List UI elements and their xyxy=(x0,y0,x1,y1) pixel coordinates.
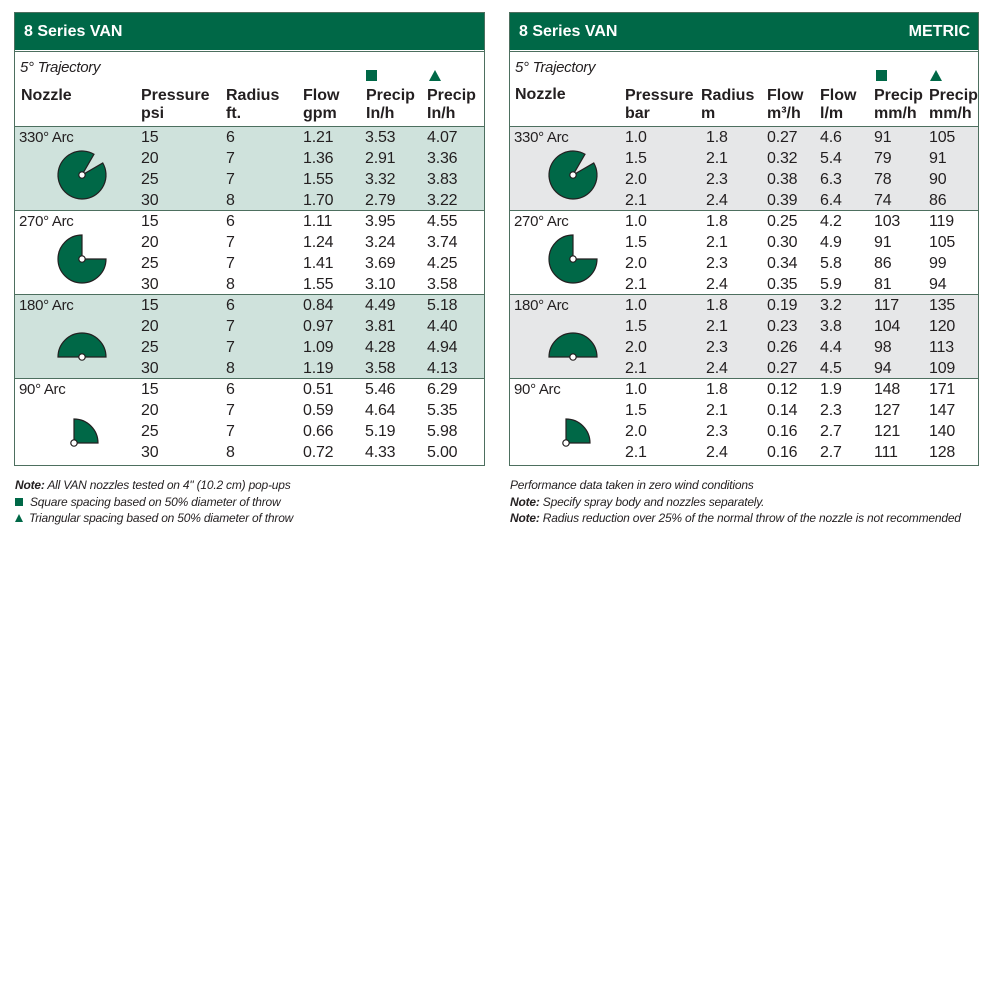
table-cell: 25 xyxy=(141,423,159,440)
table-cell: 15 xyxy=(141,129,159,146)
table-cell: 1.5 xyxy=(625,318,647,335)
table-cell: 2.1 xyxy=(706,402,728,419)
table-cell: 2.91 xyxy=(365,150,396,167)
square-spacing-icon xyxy=(876,70,887,81)
table-cell: 1.0 xyxy=(625,129,647,146)
table-cell: 0.19 xyxy=(767,297,798,314)
table-cell: 147 xyxy=(929,402,956,419)
header-precip-triangle: Precip In/h xyxy=(427,87,476,122)
table-cell: 5.4 xyxy=(820,150,842,167)
trajectory-label: 5° Trajectory xyxy=(515,59,596,76)
table-cell: 1.19 xyxy=(303,360,334,377)
table-cell: 15 xyxy=(141,297,159,314)
table-cell: 25 xyxy=(141,171,159,188)
table-cell: 0.25 xyxy=(767,213,798,230)
table-cell: 117 xyxy=(874,297,899,314)
table-cell: 5.00 xyxy=(427,444,458,461)
table-cell: 4.40 xyxy=(427,318,458,335)
arc-330-icon xyxy=(54,147,110,203)
table-cell: 111 xyxy=(874,444,898,461)
table-cell: 3.69 xyxy=(365,255,396,272)
arc-label: 180° Arc xyxy=(19,297,74,314)
table-cell: 2.1 xyxy=(706,150,728,167)
table-cell: 4.25 xyxy=(427,255,458,272)
table-cell: 8 xyxy=(226,360,235,377)
table-cell: 1.0 xyxy=(625,381,647,398)
test-note: Note: All VAN nozzles tested on 4" (10.2 cm) pop-ups xyxy=(15,478,291,492)
table-cell: 79 xyxy=(874,150,892,167)
table-cell: 171 xyxy=(929,381,956,398)
arc-label: 330° Arc xyxy=(19,129,74,146)
metric-table-body xyxy=(510,127,978,463)
table-cell: 0.27 xyxy=(767,360,798,377)
table-cell: 103 xyxy=(874,213,901,230)
arc-icon-wrapper xyxy=(538,415,594,476)
table-cell: 1.0 xyxy=(625,213,647,230)
table-cell: 127 xyxy=(874,402,901,419)
arc-180-icon xyxy=(54,329,110,385)
table-cell: 6.3 xyxy=(820,171,842,188)
table-header xyxy=(510,51,978,127)
triangle-spacing-icon xyxy=(930,70,942,81)
table-cell: 5.35 xyxy=(427,402,458,419)
table-cell: 1.41 xyxy=(303,255,334,272)
table-cell: 1.8 xyxy=(706,129,728,146)
table-cell: 104 xyxy=(874,318,901,335)
arc-group xyxy=(510,379,978,463)
table-cell: 2.4 xyxy=(706,192,728,209)
table-cell: 3.8 xyxy=(820,318,842,335)
table-cell: 6.4 xyxy=(820,192,842,209)
table-row xyxy=(510,211,978,232)
table-cell: 2.4 xyxy=(706,360,728,377)
arc-icon-wrapper xyxy=(54,147,110,208)
triangle-legend: Triangular spacing based on 50% diameter of throw xyxy=(15,510,293,527)
header-precip-triangle: Precip mm/h xyxy=(929,87,978,122)
table-cell: 113 xyxy=(929,339,954,356)
table-cell: 2.4 xyxy=(706,444,728,461)
table-cell: 3.83 xyxy=(427,171,458,188)
table-cell: 1.0 xyxy=(625,297,647,314)
imperial-table-body xyxy=(15,127,484,463)
arc-icon-wrapper xyxy=(46,415,102,476)
table-cell: 3.58 xyxy=(427,276,458,293)
table-header xyxy=(15,51,484,127)
table-cell: 135 xyxy=(929,297,956,314)
arc-label: 180° Arc xyxy=(514,297,569,314)
table-cell: 2.1 xyxy=(625,360,647,377)
header-radius: Radius ft. xyxy=(226,87,280,122)
table-cell: 98 xyxy=(874,339,892,356)
table-cell: 3.74 xyxy=(427,234,458,251)
arc-icon-wrapper xyxy=(545,147,601,208)
header-nozzle: Nozzle xyxy=(21,87,72,104)
arc-group xyxy=(510,127,978,211)
table-cell: 4.55 xyxy=(427,213,458,230)
arc-group xyxy=(15,295,484,379)
arc-label: 330° Arc xyxy=(514,129,569,146)
table-cell: 94 xyxy=(929,276,947,293)
table-cell: 78 xyxy=(874,171,892,188)
table-cell: 0.12 xyxy=(767,381,798,398)
table-cell: 4.13 xyxy=(427,360,458,377)
table-cell: 7 xyxy=(226,423,235,440)
table-cell: 0.23 xyxy=(767,318,798,335)
square-spacing-icon xyxy=(15,498,23,506)
table-row xyxy=(15,211,484,232)
header-radius: Radius m xyxy=(701,87,755,122)
table-cell: 2.1 xyxy=(706,234,728,251)
table-cell: 0.27 xyxy=(767,129,798,146)
table-cell: 6 xyxy=(226,381,235,398)
table-cell: 74 xyxy=(874,192,892,209)
table-cell: 2.3 xyxy=(706,423,728,440)
arc-270-icon xyxy=(54,231,110,287)
table-cell: 3.81 xyxy=(365,318,396,335)
table-cell: 15 xyxy=(141,213,159,230)
table-cell: 2.0 xyxy=(625,171,647,188)
table-cell: 2.3 xyxy=(706,255,728,272)
table-cell: 3.58 xyxy=(365,360,396,377)
table-cell: 3.36 xyxy=(427,150,458,167)
table-cell: 8 xyxy=(226,444,235,461)
table-cell: 1.5 xyxy=(625,234,647,251)
arc-180-icon xyxy=(545,329,601,385)
table-cell: 8 xyxy=(226,192,235,209)
arc-270-icon xyxy=(545,231,601,287)
table-title-bar xyxy=(510,13,978,51)
triangle-spacing-icon xyxy=(15,514,23,522)
table-cell: 0.16 xyxy=(767,444,798,461)
table-cell: 2.3 xyxy=(820,402,842,419)
arc-group xyxy=(510,211,978,295)
table-cell: 1.9 xyxy=(820,381,842,398)
wind-note: Performance data taken in zero wind conditions xyxy=(510,478,754,492)
header-flow: Flow gpm xyxy=(303,87,340,122)
table-cell: 7 xyxy=(226,402,235,419)
table-cell: 2.0 xyxy=(625,339,647,356)
square-spacing-icon xyxy=(366,70,377,81)
table-cell: 20 xyxy=(141,318,159,335)
table-cell: 5.46 xyxy=(365,381,396,398)
arc-group xyxy=(15,211,484,295)
table-cell: 4.64 xyxy=(365,402,396,419)
table-cell: 1.09 xyxy=(303,339,334,356)
table-cell: 30 xyxy=(141,276,159,293)
arc-group xyxy=(15,379,484,463)
table-cell: 0.35 xyxy=(767,276,798,293)
table-cell: 3.53 xyxy=(365,129,396,146)
table-cell: 6.29 xyxy=(427,381,458,398)
table-cell: 4.33 xyxy=(365,444,396,461)
table-cell: 2.4 xyxy=(706,276,728,293)
table-row xyxy=(15,127,484,148)
table-cell: 1.55 xyxy=(303,171,334,188)
arc-label: 270° Arc xyxy=(514,213,569,230)
table-cell: 1.5 xyxy=(625,150,647,167)
table-cell: 4.9 xyxy=(820,234,842,251)
table-cell: 4.28 xyxy=(365,339,396,356)
table-cell: 7 xyxy=(226,234,235,251)
table-cell: 0.66 xyxy=(303,423,334,440)
table-cell: 6 xyxy=(226,213,235,230)
table-cell: 2.1 xyxy=(706,318,728,335)
header-pressure: Pressure bar xyxy=(625,87,694,122)
table-cell: 90 xyxy=(929,171,947,188)
arc-icon-wrapper xyxy=(545,231,601,292)
table-cell: 94 xyxy=(874,360,892,377)
table-cell: 2.0 xyxy=(625,423,647,440)
table-cell: 4.07 xyxy=(427,129,458,146)
imperial-notes xyxy=(15,477,293,527)
table-cell: 7 xyxy=(226,171,235,188)
table-cell: 0.38 xyxy=(767,171,798,188)
table-cell: 4.49 xyxy=(365,297,396,314)
table-cell: 1.5 xyxy=(625,402,647,419)
arc-90-icon xyxy=(46,415,102,471)
metric-badge: METRIC xyxy=(908,22,970,40)
metric-table-panel xyxy=(509,12,979,466)
table-cell: 3.24 xyxy=(365,234,396,251)
table-cell: 1.21 xyxy=(303,129,334,146)
table-cell: 20 xyxy=(141,402,159,419)
table-cell: 91 xyxy=(874,234,892,251)
table-cell: 0.14 xyxy=(767,402,798,419)
table-cell: 81 xyxy=(874,276,892,293)
table-cell: 5.19 xyxy=(365,423,396,440)
table-row xyxy=(510,379,978,400)
table-cell: 109 xyxy=(929,360,956,377)
arc-label: 90° Arc xyxy=(19,381,66,398)
table-cell: 4.4 xyxy=(820,339,842,356)
table-cell: 2.1 xyxy=(625,276,647,293)
table-cell: 0.51 xyxy=(303,381,334,398)
header-flow-lm: Flow l/m xyxy=(820,87,857,122)
table-cell: 7 xyxy=(226,318,235,335)
table-cell: 0.32 xyxy=(767,150,798,167)
table-cell: 2.1 xyxy=(625,444,647,461)
table-cell: 1.8 xyxy=(706,297,728,314)
header-nozzle: Nozzle xyxy=(515,86,566,103)
table-cell: 4.2 xyxy=(820,213,842,230)
header-precip-square: Precip In/h xyxy=(366,87,415,122)
table-row xyxy=(15,379,484,400)
table-cell: 91 xyxy=(929,150,947,167)
table-cell: 30 xyxy=(141,444,159,461)
metric-notes xyxy=(510,477,961,527)
square-legend: Square spacing based on 50% diameter of throw xyxy=(15,494,293,511)
table-cell: 5.9 xyxy=(820,276,842,293)
trajectory-label: 5° Trajectory xyxy=(20,59,101,76)
table-row xyxy=(510,295,978,316)
arc-group xyxy=(510,295,978,379)
arc-330-icon xyxy=(545,147,601,203)
table-cell: 86 xyxy=(929,192,947,209)
radius-note: Note: Radius reduction over 25% of the normal throw of the nozzle is not recommended xyxy=(510,511,961,525)
table-cell: 3.32 xyxy=(365,171,396,188)
table-cell: 0.16 xyxy=(767,423,798,440)
table-cell: 5.18 xyxy=(427,297,458,314)
imperial-table-panel xyxy=(14,12,485,466)
table-cell: 30 xyxy=(141,360,159,377)
triangle-spacing-icon xyxy=(429,70,441,81)
table-cell: 2.3 xyxy=(706,171,728,188)
table-cell: 25 xyxy=(141,339,159,356)
table-row xyxy=(510,127,978,148)
table-cell: 0.72 xyxy=(303,444,334,461)
table-cell: 4.6 xyxy=(820,129,842,146)
table-cell: 5.8 xyxy=(820,255,842,272)
table-cell: 120 xyxy=(929,318,956,335)
table-cell: 5.98 xyxy=(427,423,458,440)
table-cell: 0.97 xyxy=(303,318,334,335)
table-cell: 3.95 xyxy=(365,213,396,230)
table-cell: 2.1 xyxy=(625,192,647,209)
table-cell: 121 xyxy=(874,423,901,440)
table-cell: 2.3 xyxy=(706,339,728,356)
table-cell: 30 xyxy=(141,192,159,209)
table-cell: 3.10 xyxy=(365,276,396,293)
table-title: 8 Series VAN xyxy=(24,22,123,40)
table-cell: 7 xyxy=(226,150,235,167)
table-cell: 20 xyxy=(141,150,159,167)
table-cell: 3.22 xyxy=(427,192,458,209)
arc-label: 270° Arc xyxy=(19,213,74,230)
arc-icon-wrapper xyxy=(54,231,110,292)
table-cell: 119 xyxy=(929,213,954,230)
table-cell: 2.7 xyxy=(820,423,842,440)
header-pressure: Pressure psi xyxy=(141,87,210,122)
table-cell: 99 xyxy=(929,255,947,272)
table-cell: 1.24 xyxy=(303,234,334,251)
table-cell: 6 xyxy=(226,129,235,146)
table-cell: 4.5 xyxy=(820,360,842,377)
table-cell: 20 xyxy=(141,234,159,251)
arc-90-icon xyxy=(538,415,594,471)
table-cell: 0.26 xyxy=(767,339,798,356)
table-title-bar xyxy=(15,13,484,51)
table-cell: 91 xyxy=(874,129,892,146)
table-cell: 8 xyxy=(226,276,235,293)
table-cell: 25 xyxy=(141,255,159,272)
table-cell: 1.36 xyxy=(303,150,334,167)
table-cell: 1.8 xyxy=(706,381,728,398)
arc-label: 90° Arc xyxy=(514,381,561,398)
table-cell: 140 xyxy=(929,423,956,440)
table-cell: 128 xyxy=(929,444,956,461)
arc-group xyxy=(15,127,484,211)
table-cell: 105 xyxy=(929,234,956,251)
table-cell: 2.7 xyxy=(820,444,842,461)
spray-body-note: Note: Specify spray body and nozzles separately. xyxy=(510,494,765,509)
header-precip-square: Precip mm/h xyxy=(874,87,923,122)
table-cell: 86 xyxy=(874,255,892,272)
table-cell: 7 xyxy=(226,255,235,272)
table-cell: 1.55 xyxy=(303,276,334,293)
table-title: 8 Series VAN xyxy=(519,22,618,40)
table-cell: 15 xyxy=(141,381,159,398)
table-cell: 1.70 xyxy=(303,192,334,209)
table-cell: 6 xyxy=(226,297,235,314)
table-cell: 0.30 xyxy=(767,234,798,251)
table-cell: 0.39 xyxy=(767,192,798,209)
table-cell: 3.2 xyxy=(820,297,842,314)
table-cell: 105 xyxy=(929,129,956,146)
header-flow-m3h: Flow m³/h xyxy=(767,87,804,122)
table-cell: 0.84 xyxy=(303,297,334,314)
table-cell: 4.94 xyxy=(427,339,458,356)
table-cell: 2.0 xyxy=(625,255,647,272)
table-cell: 1.11 xyxy=(303,213,333,230)
table-cell: 2.79 xyxy=(365,192,396,209)
table-cell: 0.34 xyxy=(767,255,798,272)
table-cell: 0.59 xyxy=(303,402,334,419)
table-cell: 148 xyxy=(874,381,901,398)
table-cell: 7 xyxy=(226,339,235,356)
table-row xyxy=(15,295,484,316)
table-cell: 1.8 xyxy=(706,213,728,230)
